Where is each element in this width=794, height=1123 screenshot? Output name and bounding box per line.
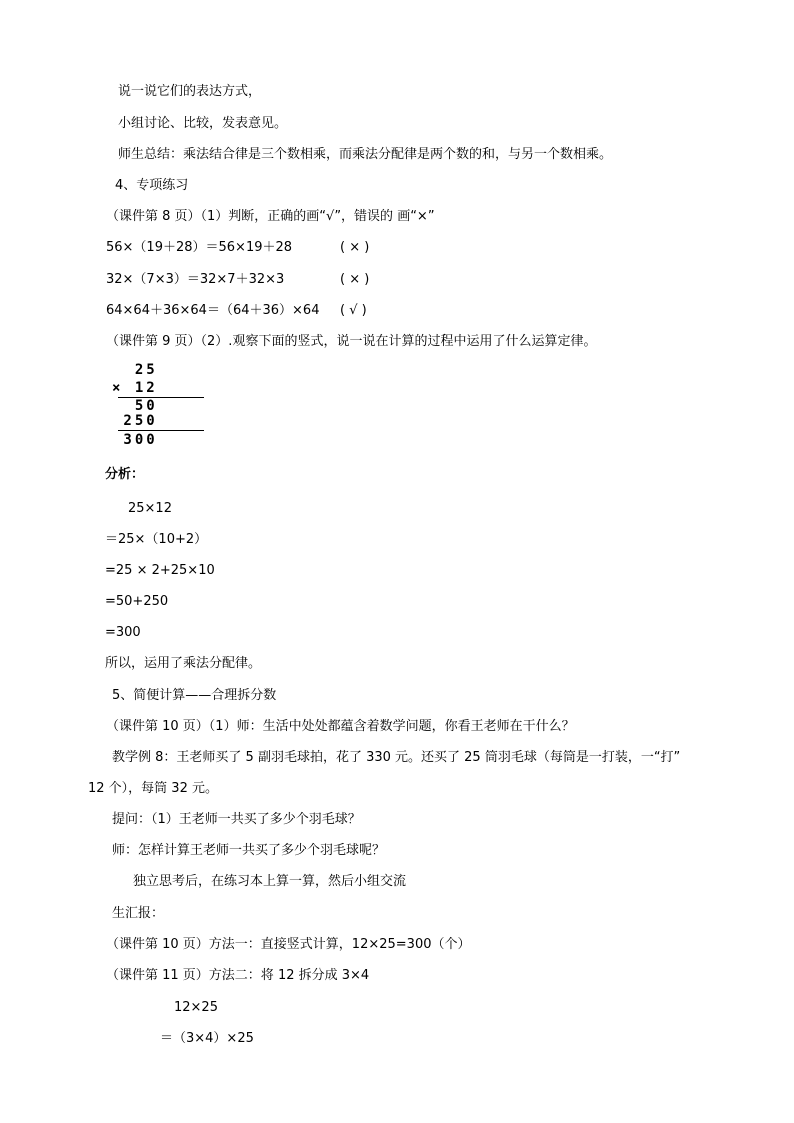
judgement-expression: 64×64＋36×64＝（64＋36）×64 — [106, 303, 320, 318]
text-line: 说一说它们的表达方式， — [118, 84, 262, 99]
vertical-row: 250 — [112, 413, 158, 429]
math-step: ＝25×（10+2） — [105, 532, 208, 547]
vertical-row: 25 — [112, 362, 158, 378]
vertical-multiplication — [112, 362, 212, 452]
divider-line — [118, 430, 204, 431]
judgement-expression: 56×（19＋28）＝56×19＋28 — [106, 240, 293, 255]
text-line: （课件第 8 页）（1）判断，正确的画“√”，错误的 画“×” — [106, 209, 435, 224]
analysis-heading: 分析： — [105, 467, 145, 482]
text-line: （课件第 11 页）方法二：将 12 拆分成 3×4 — [106, 968, 370, 983]
vertical-row: × 12 — [112, 380, 158, 396]
section-heading: 5、简便计算——合理拆分数 — [112, 688, 277, 703]
text-line: 师：怎样计算王老师一共买了多少个羽毛球呢？ — [112, 843, 386, 858]
text-line: 师生总结：乘法结合律是三个数相乘，而乘法分配律是两个数的和，与另一个数相乘。 — [118, 147, 613, 162]
text-line: 所以，运用了乘法分配律。 — [105, 656, 262, 671]
vertical-row: 300 — [112, 432, 158, 448]
judgement-mark: ( √ ) — [340, 303, 367, 318]
text-line: （课件第 10 页）（1）师：生活中处处都蕴含着数学问题，你看王老师在干什么？ — [106, 719, 575, 734]
math-step: =50+250 — [105, 594, 169, 609]
math-step: ＝（3×4）×25 — [160, 1031, 254, 1046]
text-line: 小组讨论、比较，发表意见。 — [118, 116, 288, 131]
text-line: 提问：（1）王老师一共买了多少个羽毛球？ — [112, 812, 361, 827]
text-line: （课件第 10 页）方法一：直接竖式计算，12×25=300（个） — [106, 937, 471, 952]
text-line: 教学例 8：王老师买了 5 副羽毛球拍，花了 330 元。还买了 25 筒羽毛球（每筒是一打装，一“打” — [112, 750, 681, 765]
text-line: 生汇报： — [112, 906, 165, 921]
math-step: =25 × 2+25×10 — [105, 563, 215, 578]
text-line: （课件第 9 页）（2）.观察下面的竖式，说一说在计算的过程中运用了什么运算定律。 — [106, 334, 597, 349]
math-step: 25×12 — [128, 501, 172, 516]
text-line: 12 个），每筒 32 元。 — [88, 781, 218, 796]
judgement-mark: ( × ) — [340, 240, 370, 255]
text-line: 独立思考后，在练习本上算一算，然后小组交流 — [133, 874, 407, 889]
section-heading: 4、专项练习 — [115, 178, 189, 193]
math-step: 12×25 — [174, 1000, 218, 1015]
vertical-row: 50 — [112, 398, 158, 414]
math-step: =300 — [105, 625, 141, 640]
judgement-expression: 32×（7×3）＝32×7＋32×3 — [106, 272, 285, 287]
judgement-mark: ( × ) — [340, 272, 370, 287]
